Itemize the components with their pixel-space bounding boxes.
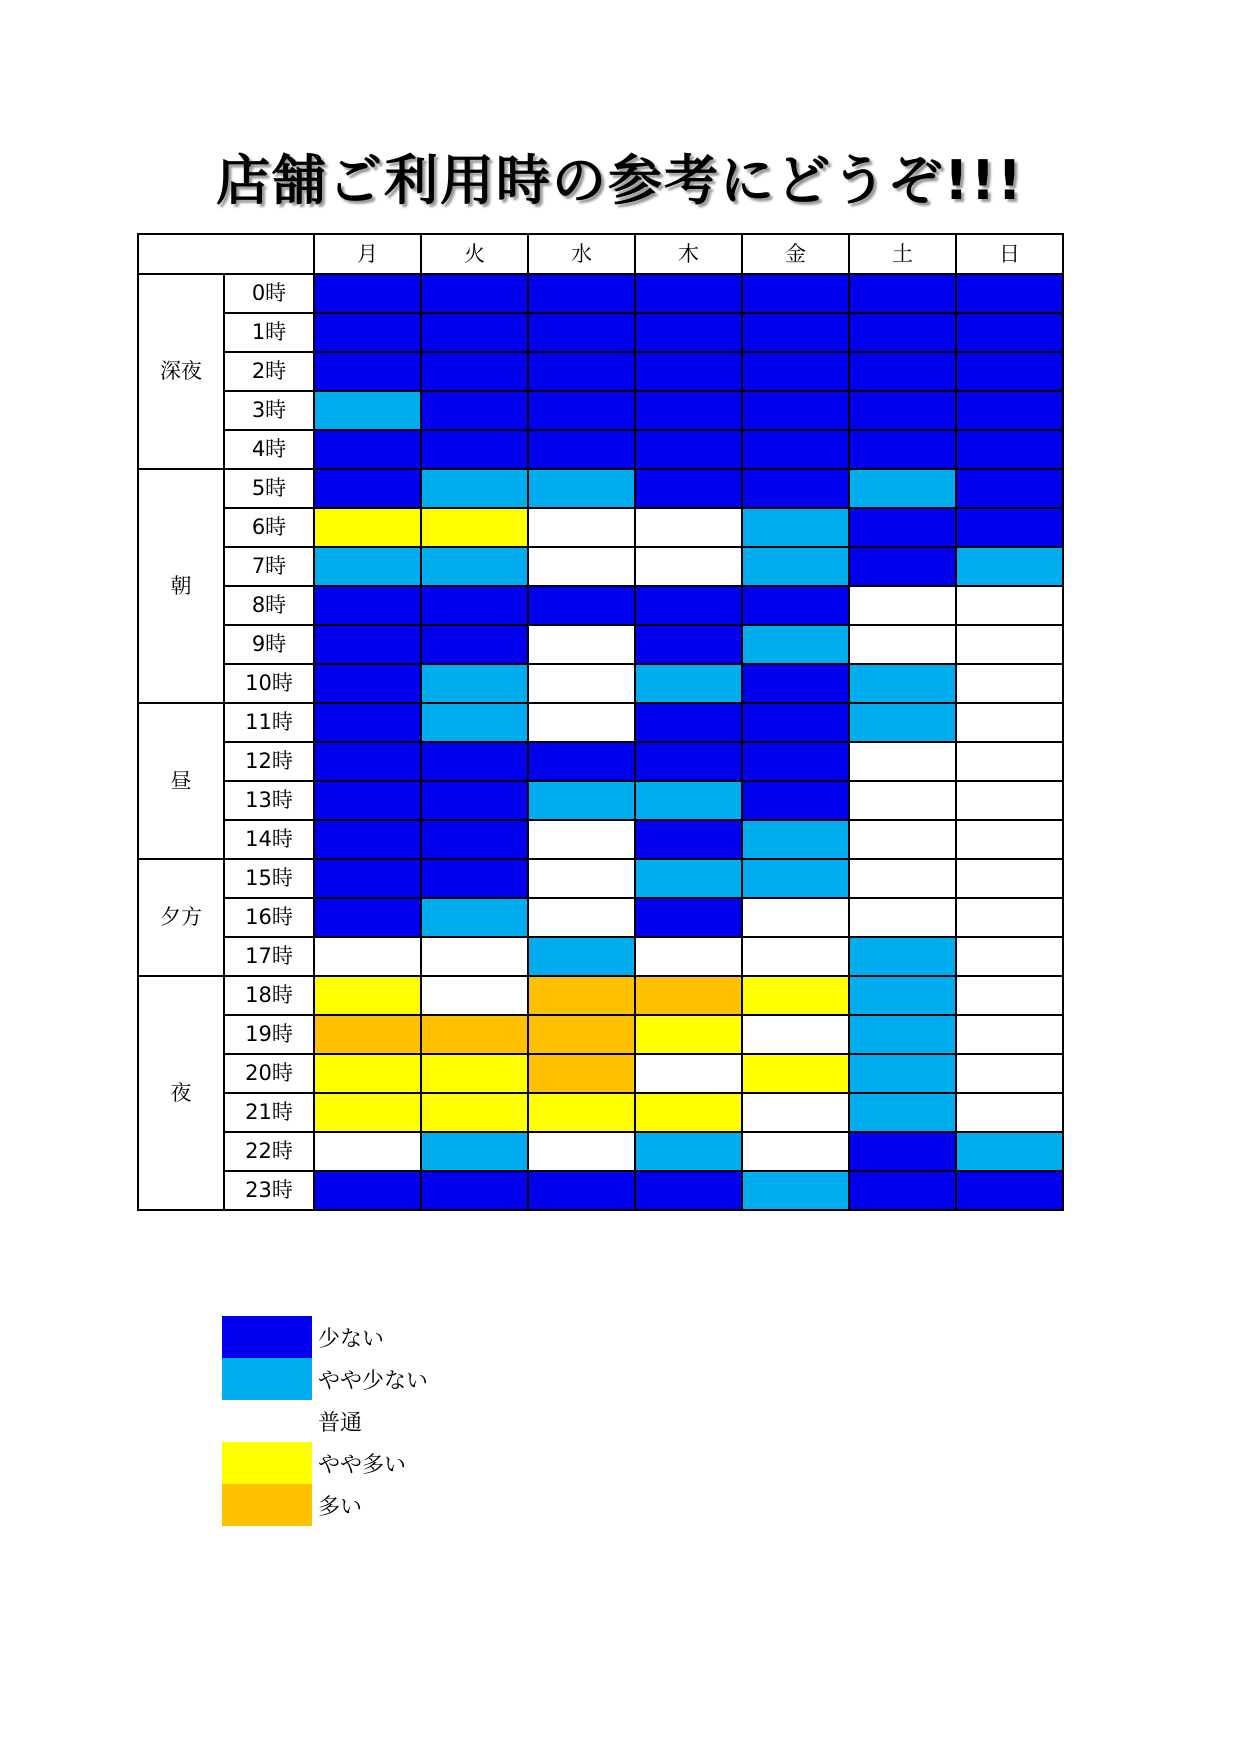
hour-label: 2時 — [224, 352, 314, 391]
heatmap-cell — [742, 469, 849, 508]
legend-label: やや少ない — [318, 1369, 429, 1394]
hour-row — [138, 391, 1063, 430]
heatmap-cell — [528, 274, 635, 313]
day-header: 月 — [314, 234, 421, 274]
heatmap-cell — [314, 742, 421, 781]
heatmap-cell — [421, 781, 528, 820]
heatmap-cell — [421, 1054, 528, 1093]
heatmap-cell — [956, 859, 1063, 898]
heatmap-cell — [635, 781, 742, 820]
heatmap-cell — [528, 937, 635, 976]
heatmap-cell — [742, 391, 849, 430]
hour-row — [138, 274, 1063, 313]
heatmap-cell — [849, 703, 956, 742]
heatmap-cell — [849, 937, 956, 976]
heatmap-cell — [314, 469, 421, 508]
heatmap-cell — [314, 703, 421, 742]
hour-label: 20時 — [224, 1054, 314, 1093]
hour-row — [138, 547, 1063, 586]
hour-row — [138, 664, 1063, 703]
hour-row — [138, 508, 1063, 547]
heatmap-cell — [956, 976, 1063, 1015]
heatmap-cell — [314, 1132, 421, 1171]
heatmap-cell — [314, 508, 421, 547]
legend-label: 多い — [318, 1495, 363, 1520]
heatmap-cell — [742, 898, 849, 937]
heatmap-cell — [742, 937, 849, 976]
legend-swatch — [222, 1316, 312, 1358]
hour-row — [138, 469, 1063, 508]
heatmap-cell — [528, 352, 635, 391]
legend-label: 普通 — [318, 1411, 363, 1436]
heatmap-cell — [849, 976, 956, 1015]
day-header: 日 — [956, 234, 1063, 274]
heatmap-cell — [956, 898, 1063, 937]
heatmap-cell — [528, 820, 635, 859]
heatmap-cell — [742, 1054, 849, 1093]
heatmap-cell — [742, 703, 849, 742]
heatmap-cell — [956, 508, 1063, 547]
period-label: 夜 — [138, 976, 224, 1210]
heatmap-cell — [956, 781, 1063, 820]
legend-swatch — [222, 1484, 312, 1526]
heatmap-cell — [314, 625, 421, 664]
hour-row — [138, 1015, 1063, 1054]
heatmap-cell — [421, 898, 528, 937]
heatmap-cell — [742, 352, 849, 391]
heatmap-cell — [849, 1171, 956, 1210]
heatmap-cell — [849, 742, 956, 781]
hour-row — [138, 1093, 1063, 1132]
heatmap-cell — [314, 898, 421, 937]
heatmap-cell — [528, 976, 635, 1015]
hour-label: 5時 — [224, 469, 314, 508]
heatmap-cell — [635, 274, 742, 313]
heatmap-cell — [635, 313, 742, 352]
hour-row — [138, 1054, 1063, 1093]
heatmap-cell — [742, 976, 849, 1015]
heatmap-cell — [421, 976, 528, 1015]
heatmap-cell — [421, 1132, 528, 1171]
heatmap-cell — [742, 625, 849, 664]
heatmap-cell — [635, 937, 742, 976]
heatmap-cell — [421, 586, 528, 625]
heatmap-cell — [421, 742, 528, 781]
heatmap-cell — [849, 859, 956, 898]
heatmap-cell — [528, 469, 635, 508]
heatmap-cell — [635, 1093, 742, 1132]
hour-row — [138, 976, 1063, 1015]
heatmap-cell — [742, 430, 849, 469]
heatmap-cell — [956, 703, 1063, 742]
heatmap-cell — [528, 859, 635, 898]
heatmap-cell — [849, 352, 956, 391]
hour-label: 16時 — [224, 898, 314, 937]
legend-swatch — [222, 1358, 312, 1400]
heatmap-cell — [421, 352, 528, 391]
heatmap-cell — [849, 664, 956, 703]
hour-row — [138, 352, 1063, 391]
heatmap-cell — [635, 625, 742, 664]
day-header: 土 — [849, 234, 956, 274]
heatmap-cell — [635, 586, 742, 625]
hour-row — [138, 898, 1063, 937]
hour-label: 14時 — [224, 820, 314, 859]
heatmap-cell — [849, 391, 956, 430]
hour-row — [138, 781, 1063, 820]
heatmap-cell — [314, 937, 421, 976]
period-label: 朝 — [138, 469, 224, 703]
hour-row — [138, 859, 1063, 898]
hour-label: 15時 — [224, 859, 314, 898]
hour-row — [138, 703, 1063, 742]
heatmap-cell — [742, 781, 849, 820]
heatmap-cell — [742, 742, 849, 781]
heatmap-cell — [635, 469, 742, 508]
heatmap-cell — [956, 742, 1063, 781]
heatmap-cell — [314, 586, 421, 625]
day-header: 金 — [742, 234, 849, 274]
heatmap-cell — [849, 586, 956, 625]
heatmap-cell — [528, 664, 635, 703]
hour-label: 17時 — [224, 937, 314, 976]
heatmap-cell — [635, 508, 742, 547]
heatmap-cell — [742, 586, 849, 625]
heatmap-cell — [421, 1015, 528, 1054]
heatmap-cell — [528, 1093, 635, 1132]
heatmap-cell — [314, 547, 421, 586]
heatmap-cell — [635, 1132, 742, 1171]
heatmap-cell — [956, 1132, 1063, 1171]
legend-label: 少ない — [318, 1327, 385, 1352]
heatmap-cell — [849, 1093, 956, 1132]
day-header: 水 — [528, 234, 635, 274]
hour-row — [138, 820, 1063, 859]
corner-cell — [138, 234, 314, 274]
heatmap-cell — [421, 820, 528, 859]
heatmap-cell — [956, 547, 1063, 586]
heatmap-cell — [849, 313, 956, 352]
heatmap-cell — [528, 898, 635, 937]
heatmap-cell — [528, 586, 635, 625]
heatmap-cell — [528, 430, 635, 469]
heatmap-cell — [742, 547, 849, 586]
hour-label: 11時 — [224, 703, 314, 742]
heatmap-cell — [314, 274, 421, 313]
heatmap-cell — [528, 391, 635, 430]
heatmap-cell — [528, 703, 635, 742]
hour-label: 3時 — [224, 391, 314, 430]
heatmap-cell — [849, 274, 956, 313]
heatmap-cell — [528, 625, 635, 664]
hour-row — [138, 1171, 1063, 1210]
day-header: 火 — [421, 234, 528, 274]
heatmap-cell — [849, 430, 956, 469]
heatmap-cell — [421, 469, 528, 508]
heatmap-cell — [742, 1015, 849, 1054]
period-label: 夕方 — [138, 859, 224, 976]
heatmap-cell — [421, 625, 528, 664]
heatmap-cell — [635, 742, 742, 781]
heatmap-cell — [635, 859, 742, 898]
heatmap-cell — [635, 703, 742, 742]
heatmap-cell — [849, 469, 956, 508]
heatmap-cell — [314, 976, 421, 1015]
hour-row — [138, 937, 1063, 976]
heatmap-cell — [742, 1132, 849, 1171]
congestion-heatmap — [137, 233, 1064, 1211]
heatmap-cell — [314, 781, 421, 820]
heatmap-cell — [956, 625, 1063, 664]
heatmap-cell — [421, 1171, 528, 1210]
heatmap-cell — [635, 547, 742, 586]
hour-label: 13時 — [224, 781, 314, 820]
heatmap-cell — [421, 391, 528, 430]
heatmap-cell — [849, 820, 956, 859]
heatmap-cell — [849, 1015, 956, 1054]
heatmap-cell — [635, 391, 742, 430]
heatmap-cell — [528, 547, 635, 586]
heatmap-cell — [314, 391, 421, 430]
heatmap-cell — [314, 430, 421, 469]
heatmap-cell — [742, 1171, 849, 1210]
hour-label: 6時 — [224, 508, 314, 547]
hour-row — [138, 313, 1063, 352]
hour-row — [138, 430, 1063, 469]
hour-label: 19時 — [224, 1015, 314, 1054]
hour-label: 18時 — [224, 976, 314, 1015]
heatmap-cell — [314, 820, 421, 859]
heatmap-cell — [635, 352, 742, 391]
heatmap-cell — [635, 820, 742, 859]
heatmap-cell — [528, 1171, 635, 1210]
heatmap-cell — [956, 430, 1063, 469]
hour-label: 22時 — [224, 1132, 314, 1171]
heatmap-cell — [742, 1093, 849, 1132]
heatmap-cell — [742, 508, 849, 547]
heatmap-cell — [849, 1132, 956, 1171]
heatmap-cell — [635, 976, 742, 1015]
heatmap-cell — [421, 508, 528, 547]
hour-row — [138, 625, 1063, 664]
hour-label: 0時 — [224, 274, 314, 313]
heatmap-cell — [956, 1171, 1063, 1210]
heatmap-cell — [314, 352, 421, 391]
heatmap-cell — [528, 508, 635, 547]
day-header: 木 — [635, 234, 742, 274]
hour-label: 8時 — [224, 586, 314, 625]
heatmap-cell — [528, 1015, 635, 1054]
heatmap-cell — [421, 274, 528, 313]
hour-label: 12時 — [224, 742, 314, 781]
heatmap-cell — [314, 313, 421, 352]
hour-row — [138, 586, 1063, 625]
heatmap-cell — [956, 1054, 1063, 1093]
hour-row — [138, 742, 1063, 781]
heatmap-cell — [421, 664, 528, 703]
heatmap-cell — [635, 898, 742, 937]
legend-swatch — [222, 1400, 312, 1442]
heatmap-cell — [528, 781, 635, 820]
heatmap-cell — [956, 937, 1063, 976]
heatmap-cell — [314, 1054, 421, 1093]
heatmap-cell — [314, 664, 421, 703]
heatmap-cell — [956, 820, 1063, 859]
heatmap-cell — [635, 664, 742, 703]
heatmap-cell — [314, 1093, 421, 1132]
heatmap-cell — [314, 1015, 421, 1054]
heatmap-cell — [849, 508, 956, 547]
heatmap-cell — [635, 430, 742, 469]
heatmap-cell — [956, 391, 1063, 430]
hour-label: 1時 — [224, 313, 314, 352]
heatmap-cell — [742, 859, 849, 898]
heatmap-cell — [742, 274, 849, 313]
period-label: 深夜 — [138, 274, 224, 469]
heatmap-cell — [528, 313, 635, 352]
heatmap-cell — [635, 1015, 742, 1054]
header-row — [138, 234, 1063, 274]
heatmap-cell — [849, 781, 956, 820]
period-label: 昼 — [138, 703, 224, 859]
heatmap-cell — [635, 1054, 742, 1093]
hour-label: 4時 — [224, 430, 314, 469]
heatmap-cell — [956, 313, 1063, 352]
hour-label: 7時 — [224, 547, 314, 586]
heatmap-cell — [421, 430, 528, 469]
heatmap-cell — [956, 1015, 1063, 1054]
page-title: 店舗ご利用時の参考にどうぞ!!! — [216, 149, 1024, 212]
heatmap-cell — [849, 625, 956, 664]
heatmap-cell — [956, 352, 1063, 391]
heatmap-cell — [421, 1093, 528, 1132]
heatmap-cell — [956, 274, 1063, 313]
heatmap-cell — [742, 664, 849, 703]
heatmap-cell — [314, 859, 421, 898]
heatmap-cell — [635, 1171, 742, 1210]
heatmap-cell — [421, 859, 528, 898]
heatmap-cell — [421, 937, 528, 976]
heatmap-cell — [421, 547, 528, 586]
hour-label: 23時 — [224, 1171, 314, 1210]
heatmap-cell — [421, 313, 528, 352]
heatmap-cell — [849, 898, 956, 937]
heatmap-cell — [956, 1093, 1063, 1132]
heatmap-cell — [421, 703, 528, 742]
heatmap-cell — [956, 469, 1063, 508]
hour-label: 10時 — [224, 664, 314, 703]
heatmap-cell — [956, 664, 1063, 703]
heatmap-cell — [528, 742, 635, 781]
heatmap-cell — [742, 313, 849, 352]
heatmap-cell — [742, 820, 849, 859]
heatmap-cell — [528, 1054, 635, 1093]
legend-label: やや多い — [318, 1453, 407, 1478]
heatmap-cell — [849, 1054, 956, 1093]
hour-label: 9時 — [224, 625, 314, 664]
heatmap-cell — [956, 586, 1063, 625]
heatmap-cell — [314, 1171, 421, 1210]
legend-swatch — [222, 1442, 312, 1484]
hour-row — [138, 1132, 1063, 1171]
heatmap-cell — [528, 1132, 635, 1171]
hour-label: 21時 — [224, 1093, 314, 1132]
heatmap-cell — [849, 547, 956, 586]
